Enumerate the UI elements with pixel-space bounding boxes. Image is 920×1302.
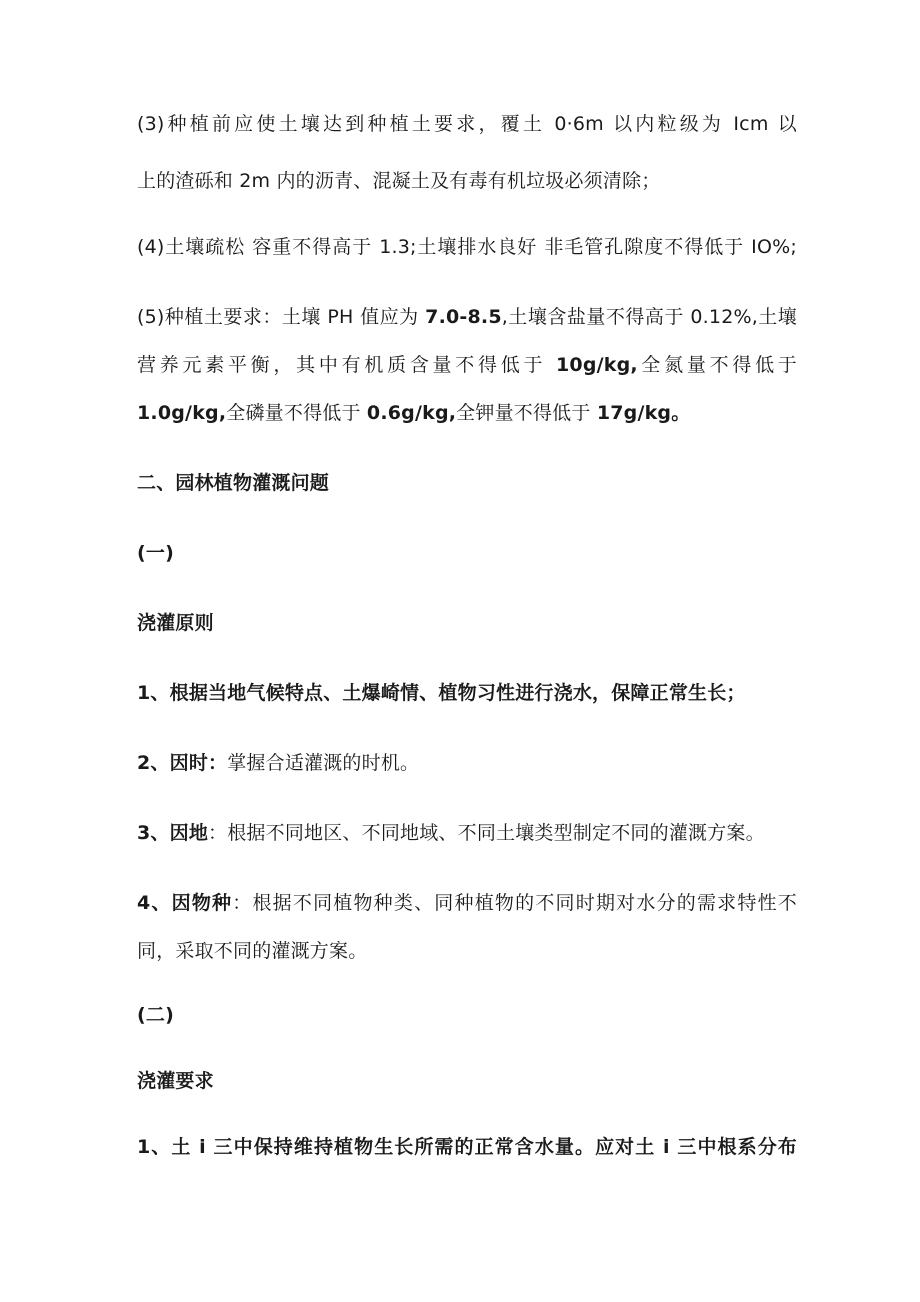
principle-item-1: 1、根据当地气候特点、土爆崎情、植物习性进行浇水，保障正常生长； [137, 682, 746, 704]
paragraph-5-line-3 [137, 399, 797, 427]
text-span: ,土壤含盐量不得高于 0.12%,土壤 [501, 306, 798, 328]
section-2-title: 二、园林植物灌溉问题 [137, 472, 330, 494]
nitrogen-value: 1.0g/kg, [137, 402, 227, 424]
principle-item-4-text: ：根据不同植物种类、同种植物的不同时期对水分的需求特性不 [232, 892, 797, 914]
principle-item-3 [137, 819, 797, 847]
principle-item-2-label: 2、因时： [137, 752, 228, 774]
principle-item-2 [137, 749, 797, 777]
principle-item-3-label: 3、因地 [137, 822, 209, 844]
text-span: 营养元素平衡，其中有机质含量不得低于 [137, 354, 557, 376]
paragraph-4: (4)土壤疏松 容重不得高于 1.3;土壤排水良好 非毛管孔隙度不得低于 IO%; [137, 236, 797, 258]
requirement-item-1: 1、土 i 三中保持维持植物生长所需的正常含水量。应对土 i 三中根系分布 [137, 1136, 797, 1158]
subsection-1-heading: 浇灌原则 [137, 612, 214, 634]
text-span: 全氮量不得低于 [637, 354, 798, 376]
potassium-value: 17g/kg。 [596, 402, 691, 424]
text-span: 全磷量不得低于 [226, 402, 367, 424]
principle-item-4-label: 4、因物种 [137, 892, 233, 914]
principle-item-4-line-1 [137, 889, 797, 917]
ph-range: 7.0-8.5 [425, 306, 502, 328]
paragraph-3-line-1: (3)种植前应使土壤达到种植土要求，覆土 0·6m 以内粒级为 Icm 以 [137, 113, 797, 135]
text-span: 全钾量不得低于 [456, 402, 597, 424]
paragraph-3-line-2: 上的渣砾和 2m 内的沥青、混凝土及有毒有机垃圾必须清除； [137, 170, 661, 192]
paragraph-5-line-2 [137, 351, 797, 379]
principle-item-2-text: 掌握合适灌溉的时机。 [227, 752, 420, 774]
text-span: (5)种植土要求：土壤 PH 值应为 [137, 306, 426, 328]
subsection-2-number: (二) [137, 1004, 174, 1026]
subsection-2-heading: 浇灌要求 [137, 1070, 214, 1092]
principle-item-3-text: ：根据不同地区、不同地域、不同土壤类型制定不同的灌溉方案。 [208, 822, 765, 844]
principle-item-4-line-2: 同，采取不同的灌溉方案。 [137, 940, 368, 962]
phosphorus-value: 0.6g/kg, [366, 402, 457, 424]
organic-matter-value: 10g/kg, [556, 354, 638, 376]
paragraph-5-line-1 [137, 303, 797, 331]
subsection-1-number: (一) [137, 542, 174, 564]
